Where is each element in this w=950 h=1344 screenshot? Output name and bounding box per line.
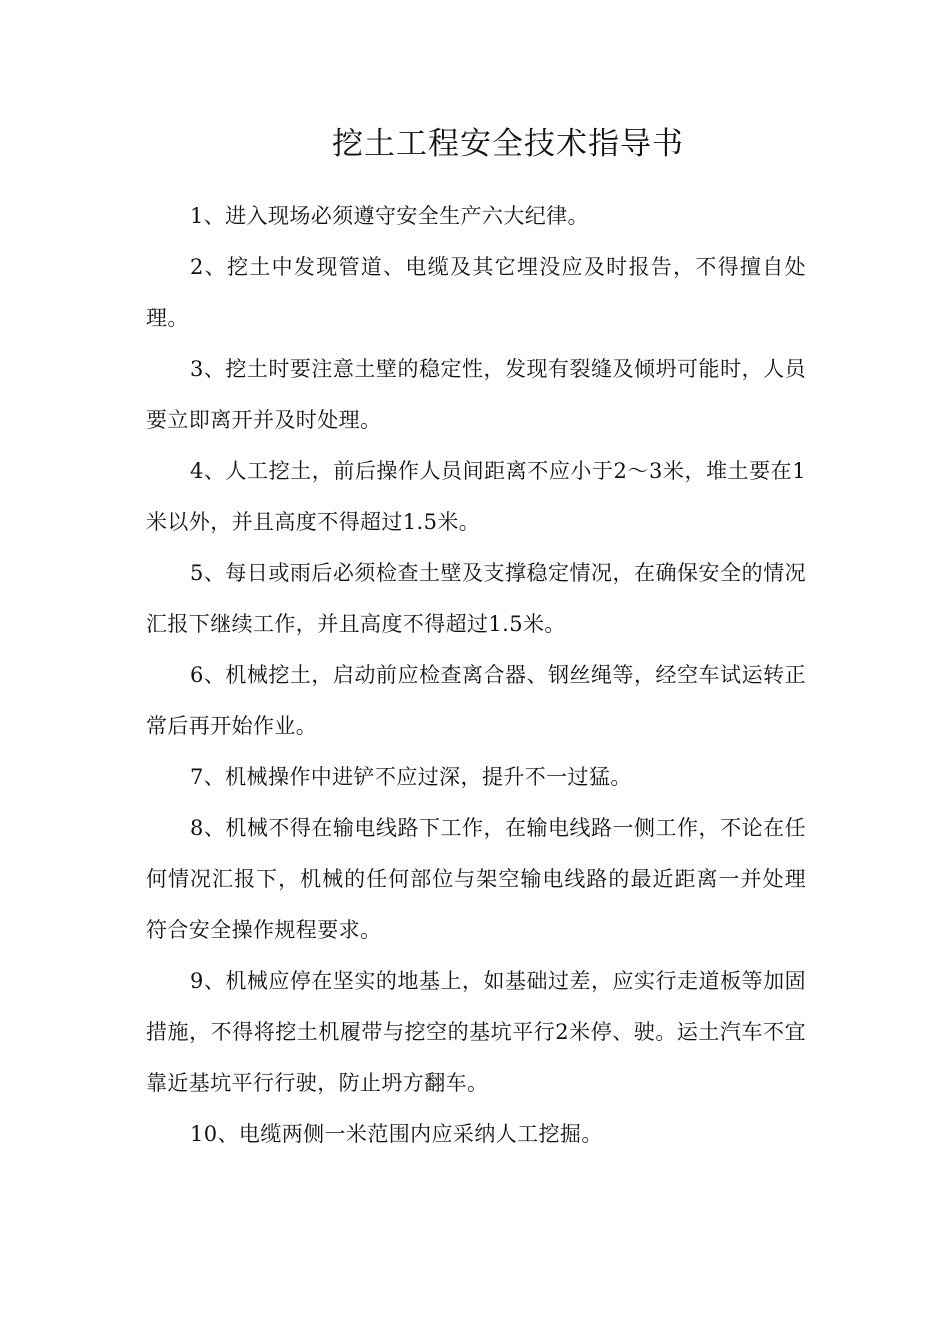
list-item: 6、机械挖土，启动前应检查离合器、钢丝绳等，经空车试运转正常后再开始作业。 bbox=[146, 663, 806, 738]
list-item: 7、机械操作中进铲不应过深，提升不一过猛。 bbox=[190, 765, 632, 789]
document-title: 挖土工程安全技术指导书 bbox=[332, 126, 684, 162]
document-body bbox=[146, 191, 806, 1160]
list-item: 10、电缆两侧一米范围内应采纳人工挖掘。 bbox=[190, 1122, 603, 1146]
list-item: 2、挖土中发现管道、电缆及其它埋没应及时报告，不得擅自处理。 bbox=[146, 255, 806, 330]
list-item: 5、每日或雨后必须检查土壁及支撑稳定情况，在确保安全的情况汇报下继续工作，并且高度不得超过1.5米。 bbox=[146, 561, 806, 636]
list-item: 1、进入现场必须遵守安全生产六大纪律。 bbox=[190, 204, 589, 228]
list-item: 4、人工挖土，前后操作人员间距离不应小于2～3米，堆土要在1米以外，并且高度不得超过1.5米。 bbox=[146, 459, 806, 534]
list-item: 8、机械不得在输电线路下工作，在输电线路一侧工作，不论在任何情况汇报下，机械的任何部位与架空输电线路的最近距离一并处理符合安全操作规程要求。 bbox=[146, 816, 806, 942]
list-item: 9、机械应停在坚实的地基上，如基础过差，应实行走道板等加固措施，不得将挖土机履带与挖空的基坑平行2米停、驶。运土汽车不宜靠近基坑平行行驶，防止坍方翻车。 bbox=[146, 969, 806, 1095]
list-item: 3、挖土时要注意土壁的稳定性，发现有裂缝及倾坍可能时，人员要立即离开并及时处理。 bbox=[146, 357, 806, 432]
